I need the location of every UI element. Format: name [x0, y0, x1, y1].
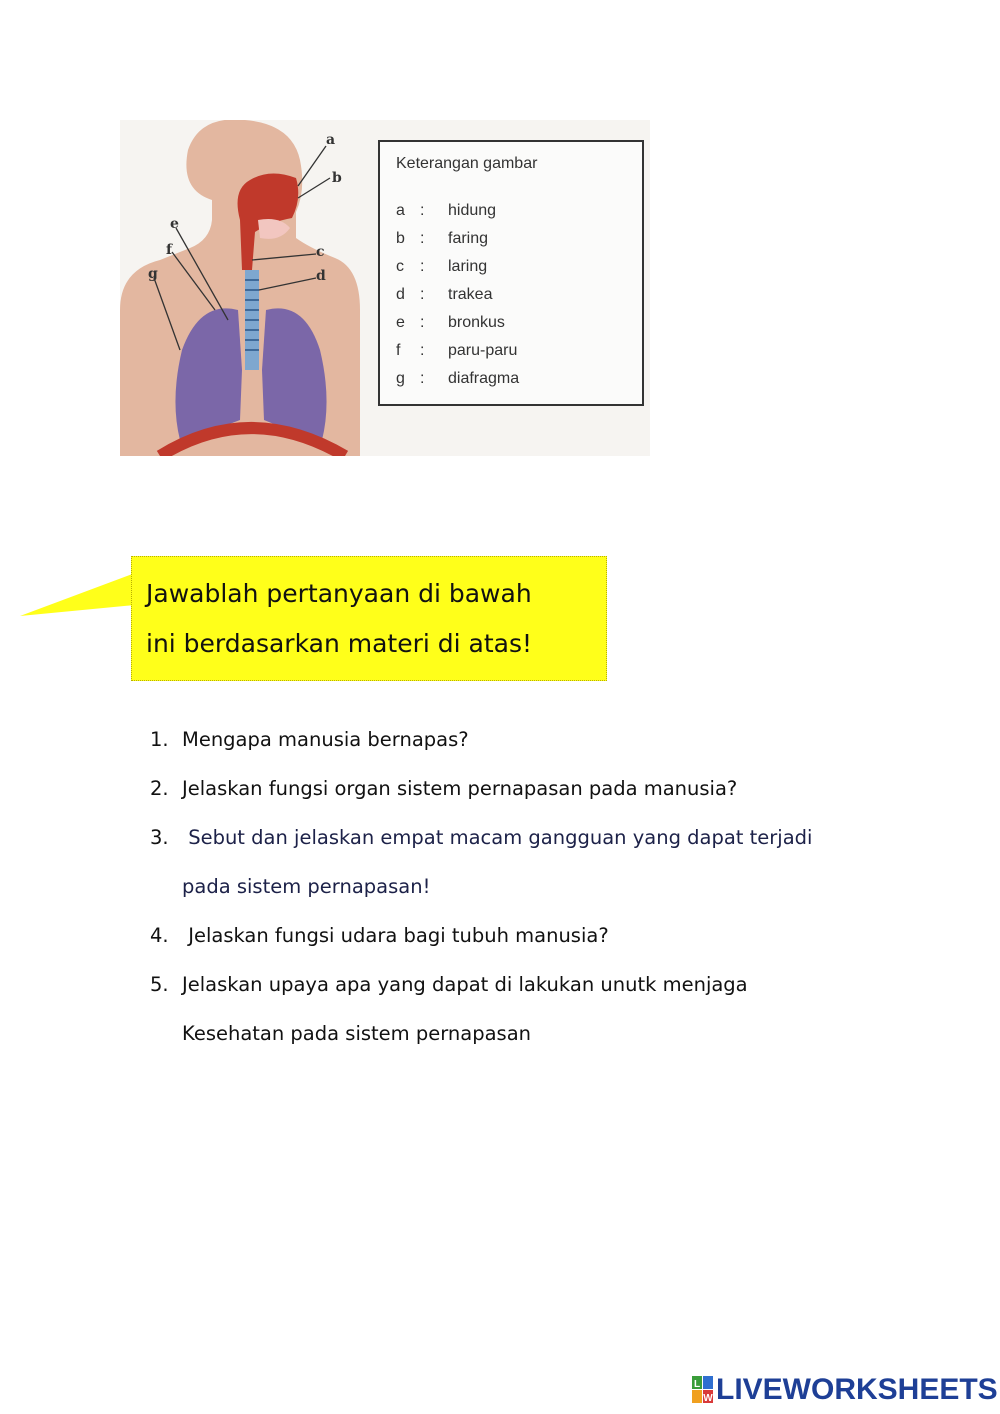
legend-item	[396, 202, 496, 220]
callout-tail	[0, 0, 140, 700]
legend-key: a	[396, 202, 405, 219]
logo-letter: L	[693, 1379, 701, 1390]
instruction-line-1: Jawablah pertanyaan di bawah	[146, 579, 532, 608]
instruction-line-2: ini berdasarkan materi di atas!	[146, 629, 533, 658]
pointer-letter-c: c	[316, 244, 325, 260]
legend-sep: :	[420, 342, 425, 359]
question-text: Jelaskan fungsi udara bagi tubuh manusia?	[182, 924, 609, 947]
legend-label: bronkus	[448, 314, 505, 331]
logo-letter: W	[703, 1393, 713, 1404]
instruction-text	[146, 569, 596, 669]
question-number: 4.	[150, 924, 169, 947]
question-text: Sebut dan jelaskan empat macam gangguan yang dapat terjadi	[182, 826, 813, 849]
legend-title: Keterangan gambar	[396, 155, 538, 172]
question-item	[150, 911, 950, 960]
pointer-letter-g: g	[148, 266, 158, 282]
question-item	[150, 715, 950, 764]
question-text: Jelaskan fungsi organ sistem pernapasan pada manusia?	[182, 777, 738, 800]
legend-sep: :	[420, 230, 425, 247]
pointer-letter-a: a	[326, 132, 336, 148]
pointer-letter-d: d	[316, 268, 326, 284]
legend-key: e	[396, 314, 405, 331]
legend-label: laring	[448, 258, 488, 275]
legend-label: paru-paru	[448, 342, 518, 359]
figure-legend	[378, 140, 644, 406]
legend-item	[396, 258, 487, 276]
legend-label: trakea	[448, 286, 493, 303]
legend-item	[396, 230, 488, 248]
legend-item	[396, 370, 519, 388]
liveworksheets-brand[interactable]	[692, 1370, 998, 1410]
question-number: 3.	[150, 826, 169, 849]
question-list	[150, 715, 950, 1058]
legend-item	[396, 286, 492, 304]
respiratory-system-figure	[120, 120, 650, 456]
legend-key: g	[396, 370, 405, 387]
question-text-continued: pada sistem pernapasan!	[182, 875, 431, 898]
pointer-letter-b: b	[332, 170, 342, 186]
pointer-letter-e: e	[170, 216, 179, 232]
question-number: 1.	[150, 728, 169, 751]
legend-key: f	[396, 342, 401, 359]
question-item	[150, 813, 950, 911]
question-text: Mengapa manusia bernapas?	[182, 728, 469, 751]
question-number: 2.	[150, 777, 169, 800]
legend-key: b	[396, 230, 405, 247]
question-text: Jelaskan upaya apa yang dapat di lakukan unutk menjaga	[182, 973, 748, 996]
question-number: 5.	[150, 973, 169, 996]
legend-item	[396, 314, 505, 332]
brand-name: LIVEWORKSHEETS	[716, 1373, 998, 1406]
legend-label: hidung	[448, 202, 497, 219]
legend-sep: :	[420, 286, 425, 303]
legend-item	[396, 342, 517, 360]
legend-key: d	[396, 286, 405, 303]
legend-key: c	[396, 258, 404, 275]
legend-label: faring	[448, 230, 489, 247]
legend-sep: :	[420, 202, 425, 219]
pointer-letter-f: f	[166, 242, 173, 258]
legend-sep: :	[420, 258, 425, 275]
question-item	[150, 764, 950, 813]
question-item	[150, 960, 950, 1058]
legend-sep: :	[420, 370, 425, 387]
legend-sep: :	[420, 314, 425, 331]
question-text-continued: Kesehatan pada sistem pernapasan	[182, 1022, 532, 1045]
legend-label: diafragma	[448, 370, 520, 387]
liveworksheets-logo-icon	[692, 1376, 714, 1404]
